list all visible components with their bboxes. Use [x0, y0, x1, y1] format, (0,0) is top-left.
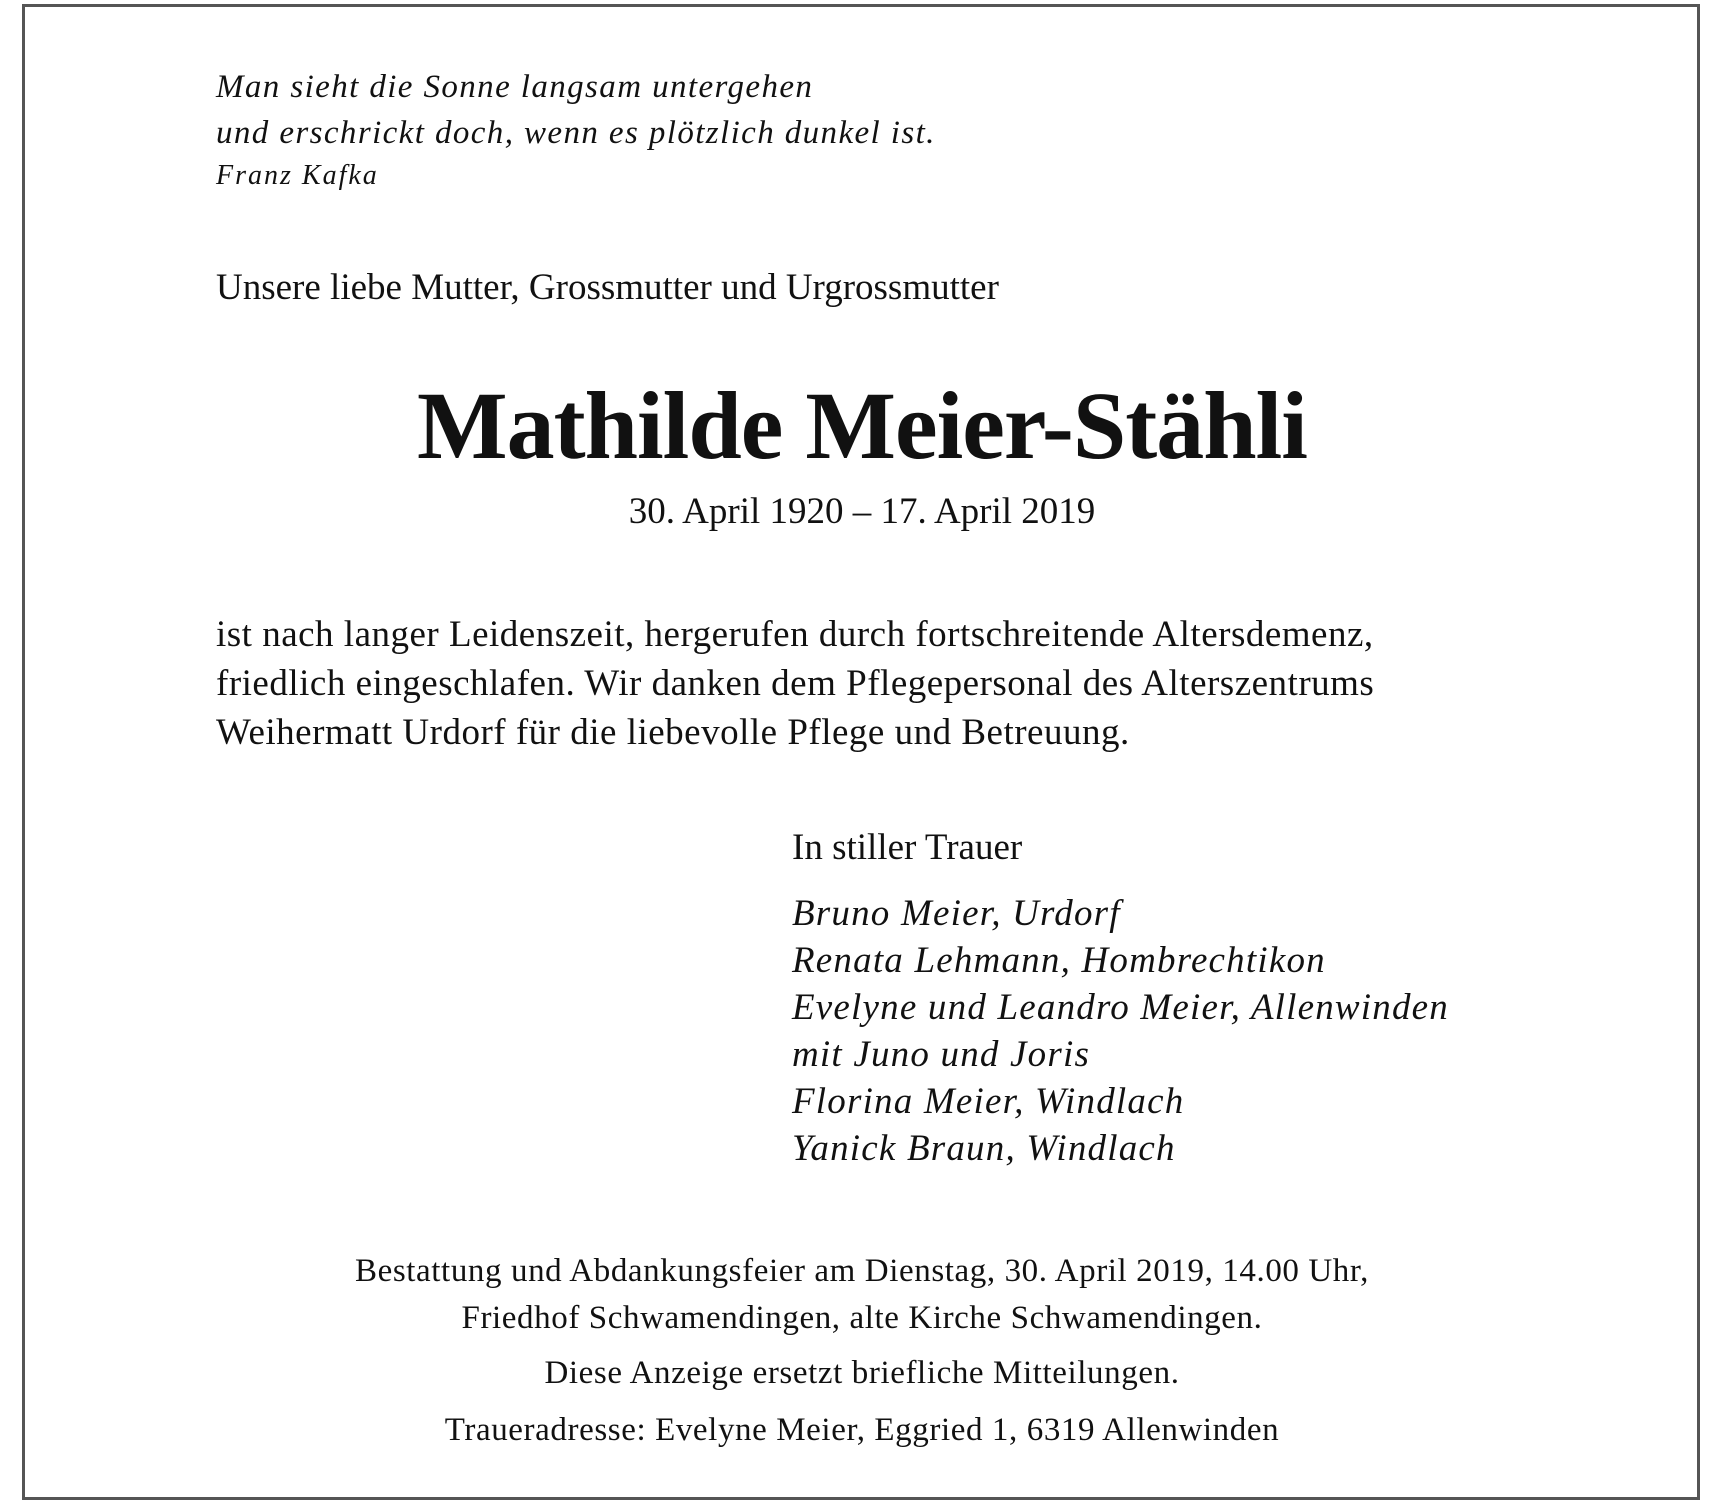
deceased-name: Mathilde Meier-Stähli — [417, 372, 1307, 479]
body-line: friedlich eingeschlafen. Wir danken dem Pflegepersonal des Alterszentrums — [216, 663, 1375, 704]
mourner-name: Florina Meier, Windlach — [792, 1081, 1185, 1122]
body-text — [216, 610, 1374, 757]
quote-author: Franz Kafka — [216, 160, 379, 191]
body-line: ist nach langer Leidenszeit, hergerufen durch fortschreitende Altersdemenz, — [216, 614, 1374, 655]
mourners-list — [792, 890, 1449, 1172]
funeral-line: Friedhof Schwamendingen, alte Kirche Schwamendingen. — [461, 1300, 1263, 1336]
mourner-name: Evelyne und Leandro Meier, Allenwinden — [792, 987, 1449, 1028]
body-line: Weihermatt Urdorf für die liebevolle Pflege und Betreuung. — [216, 712, 1130, 753]
life-dates: 30. April 1920 – 17. April 2019 — [628, 491, 1096, 532]
mourning-heading: In stiller Trauer — [792, 827, 1023, 868]
mourner-name: Yanick Braun, Windlach — [792, 1128, 1176, 1169]
funeral-line: Bestattung und Abdankungsfeier am Dienstag, 30. April 2019, 14.00 Uhr, — [354, 1253, 1370, 1289]
quote-line: und erschrickt doch, wenn es plötzlich dunkel ist. — [216, 115, 936, 151]
funeral-info — [0, 1248, 1724, 1342]
intro-text: Unsere liebe Mutter, Grossmutter und Urgrossmutter — [216, 267, 999, 308]
quote-line: Man sieht die Sonne langsam untergehen — [216, 69, 814, 105]
mourner-name: mit Juno und Joris — [792, 1034, 1091, 1075]
kafka-quote — [216, 64, 936, 156]
mourner-name: Bruno Meier, Urdorf — [792, 893, 1121, 934]
notice-text: Diese Anzeige ersetzt briefliche Mitteilungen. — [544, 1355, 1180, 1391]
mourning-address: Traueradresse: Evelyne Meier, Eggried 1, 6319 Allenwinden — [444, 1412, 1280, 1448]
mourner-name: Renata Lehmann, Hombrechtikon — [792, 940, 1326, 981]
